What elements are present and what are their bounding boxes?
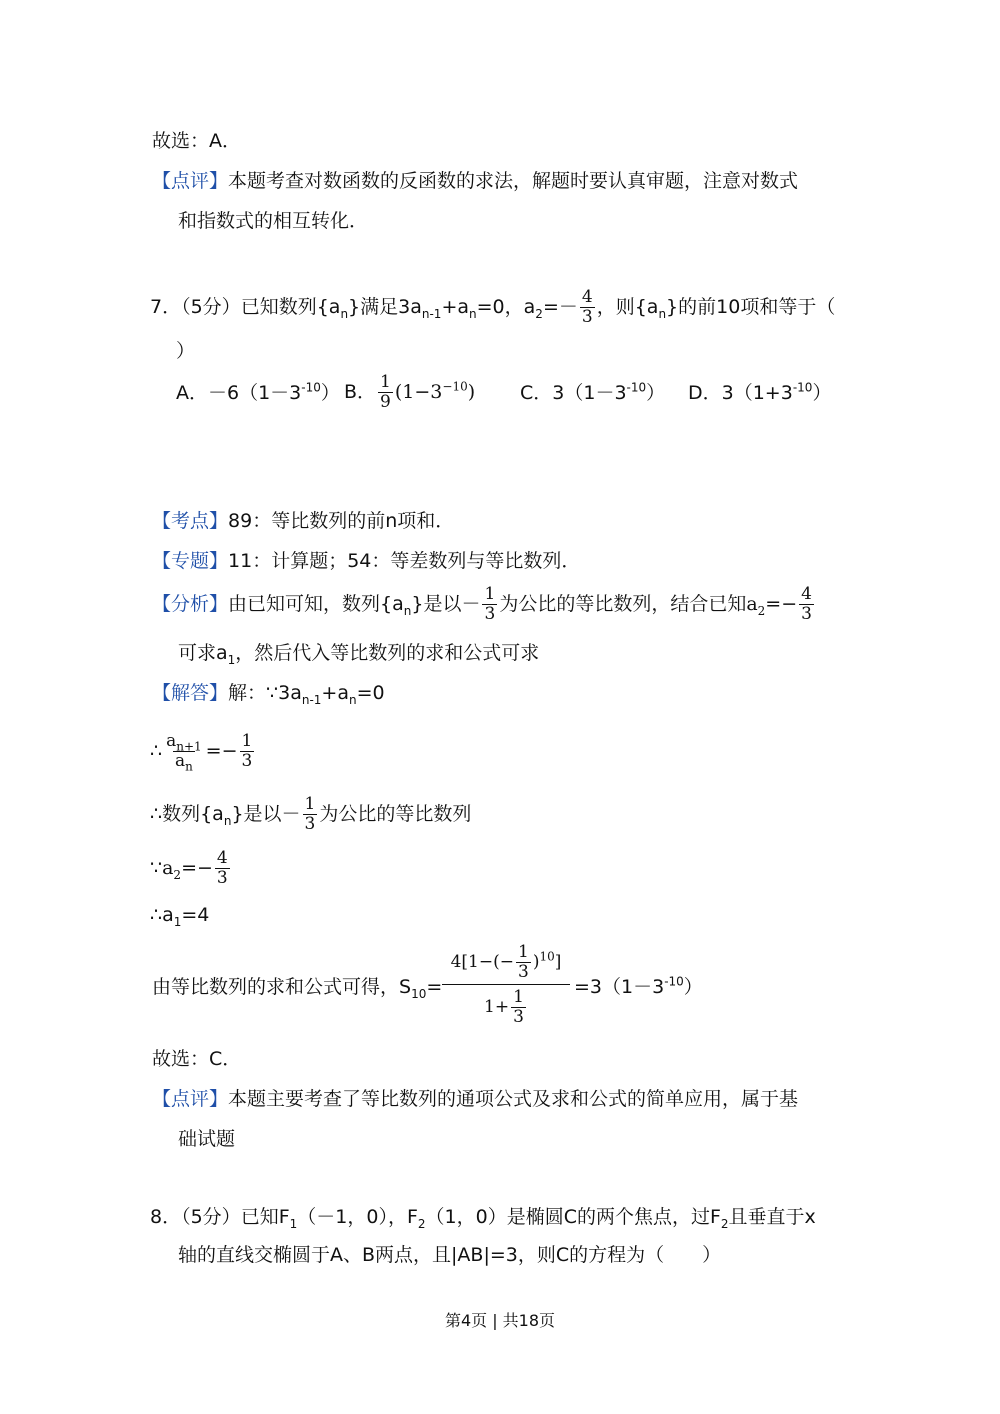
- step2-text-a: ∴数列: [150, 803, 201, 825]
- fenxi-line2-text-b: ，然后代入等比数列的求和公式可求: [235, 642, 540, 664]
- step2-text-c: 为公比的等比数列: [319, 803, 472, 825]
- option-b-close: ): [467, 381, 476, 403]
- answer: 故选：C．: [152, 1048, 242, 1070]
- fenxi-fraction-2: [799, 585, 814, 624]
- step4-text-b: =4: [181, 904, 210, 926]
- q7-stem: [150, 288, 835, 327]
- step3-fraction: [215, 849, 230, 888]
- review-tag: 【点评】: [152, 1088, 229, 1110]
- q8-score: （5分）: [181, 1206, 241, 1228]
- frac-den: 3: [241, 751, 253, 771]
- fenxi-eq: =−: [765, 593, 798, 615]
- review-line2: 础试题: [178, 1128, 236, 1150]
- prev-review-line2: 和指数式的相互转化．: [178, 210, 369, 232]
- option-a-close: ）: [320, 382, 340, 404]
- step5-result-text: =3（1－3: [574, 976, 665, 998]
- q7-text-b: 满足3a: [360, 296, 422, 318]
- big-num-c: ]: [554, 952, 562, 972]
- frac-num: 1: [241, 731, 253, 751]
- seq-an-2: [634, 296, 679, 321]
- q7-text-f: ，则: [596, 296, 635, 318]
- option-c-text: C．3（1－3: [520, 382, 627, 404]
- sub-n: n: [469, 306, 477, 321]
- big-num-fraction: [516, 943, 531, 982]
- q7-option-d: [688, 380, 831, 406]
- jieda-sub1: n-1: [301, 692, 322, 707]
- fenxi-text-c: 为公比的等比数列，结合已知: [499, 593, 747, 615]
- step1-eq: =−: [205, 740, 238, 762]
- step2-fraction: [303, 795, 318, 834]
- seq-an-4: [200, 803, 244, 828]
- step3: [150, 848, 232, 888]
- sub-2: 2: [535, 306, 543, 321]
- step5-exp: -10: [664, 974, 684, 989]
- kaodian: [152, 508, 454, 534]
- jieda-text-a: 解：∵3a: [228, 682, 302, 704]
- jieda-tag: 【解答】: [152, 682, 229, 704]
- ratio-den-a: a: [174, 751, 186, 771]
- frac-num: 4: [581, 287, 593, 307]
- q7-option-a: [176, 380, 340, 406]
- because-symbol: ∵: [150, 857, 163, 879]
- step3-a: a: [162, 857, 174, 879]
- jieda-sub2: n: [349, 692, 357, 707]
- prev-review: [152, 168, 798, 194]
- q7-stem-close: ）: [176, 340, 196, 362]
- ratio-den: [173, 751, 195, 774]
- ratio-num-a: a: [166, 731, 177, 751]
- q8-text-b: （－1，0），F: [297, 1206, 418, 1228]
- fenxi-a2-sub: 2: [757, 603, 766, 618]
- fenxi-tag: 【分析】: [152, 593, 229, 615]
- frac-num: 1: [380, 372, 391, 392]
- kaodian-tag: 【考点】: [152, 510, 229, 532]
- zhuanti-text: 11：计算题；54：等差数列与等比数列．: [228, 550, 581, 572]
- fenxi-text-a: 由已知可知，数列: [228, 593, 381, 615]
- option-d-close: ）: [812, 382, 832, 404]
- f2b-sub: 2: [720, 1216, 729, 1231]
- seq-an-sub: n: [223, 813, 232, 828]
- f1-sub: 1: [289, 1216, 298, 1231]
- big-num-b: ): [532, 952, 540, 972]
- option-d-exp: -10: [792, 380, 813, 395]
- step1: [150, 728, 256, 774]
- seq-an-text: {a: [200, 803, 224, 825]
- frac-num: 4: [801, 584, 812, 604]
- q8-text-a: 已知F: [240, 1206, 290, 1228]
- therefore-symbol: ∴: [150, 740, 163, 762]
- frac-num: 1: [484, 584, 496, 604]
- seq-close: }: [411, 593, 424, 615]
- sum-formula-fraction: [440, 942, 572, 1029]
- option-b-label: B．: [344, 381, 377, 403]
- jieda-text-b: +a: [321, 682, 349, 704]
- seq-close: }: [348, 296, 361, 318]
- step2-text-b: 是以－: [243, 803, 301, 825]
- big-den-fraction: [511, 988, 526, 1027]
- step2: [150, 794, 471, 834]
- step4-text: ∴a: [150, 904, 174, 926]
- seq-an: [316, 296, 361, 321]
- seq-an-text: {a: [634, 296, 659, 318]
- frac-num: 1: [518, 942, 529, 962]
- q7-option-c: [520, 380, 665, 406]
- seq-an-text: {a: [316, 296, 341, 318]
- sum-formula-denominator: [440, 985, 572, 1029]
- step5-sub: 10: [411, 986, 427, 1001]
- ratio-fraction: [164, 731, 204, 774]
- fenxi-a2: a: [746, 593, 758, 615]
- option-a-exp: -10: [301, 380, 321, 395]
- step5-result: [574, 974, 703, 1000]
- q7-number: 7．: [150, 296, 182, 318]
- step5-close: ）: [683, 976, 703, 998]
- sum-formula-numerator: [440, 942, 572, 984]
- ratio-num-sub: n+1: [176, 739, 202, 754]
- frac-den: 3: [513, 1007, 524, 1027]
- big-den-a: 1+: [484, 997, 510, 1017]
- frac-num: 1: [304, 794, 316, 814]
- step4: [150, 902, 209, 928]
- option-b-exp: −10: [442, 379, 468, 394]
- frac-den: 3: [304, 814, 316, 834]
- big-num-exp: 10: [539, 949, 555, 964]
- step5-text: 由等比数列的求和公式可得，S: [152, 976, 412, 998]
- step4-sub: 1: [173, 914, 182, 929]
- option-b-fraction: [378, 373, 393, 412]
- seq-an-sub: n: [403, 603, 412, 618]
- big-num-a: 4[1−(−: [450, 952, 514, 972]
- step5: [152, 974, 442, 1000]
- q8-text-c: （1，0）是椭圆C的两个焦点，过F: [425, 1206, 721, 1228]
- q7-score: （5分）: [181, 296, 241, 318]
- option-a-text: A．－6（1－3: [176, 382, 302, 404]
- jieda: [152, 680, 385, 706]
- kaodian-text: 89：等比数列的前n项和．: [228, 510, 455, 532]
- prev-answer: 故选：A．: [152, 130, 241, 152]
- fenxi: [152, 584, 816, 624]
- frac-den: 3: [581, 307, 593, 327]
- page-footer: 第4页 | 共18页: [444, 1311, 556, 1330]
- jieda-text-c: =0: [356, 682, 385, 704]
- frac-den: 9: [380, 392, 391, 412]
- zhuanti-tag: 【专题】: [152, 550, 229, 572]
- frac-num: 4: [216, 848, 228, 868]
- q7-text-e: =－: [542, 296, 578, 318]
- frac-num: 1: [513, 987, 524, 1007]
- frac-den: 3: [484, 604, 496, 624]
- option-c-close: ）: [646, 382, 666, 404]
- q7-option-b: [344, 372, 475, 412]
- step1-fraction: [240, 732, 255, 771]
- option-b-body: (1−3: [394, 381, 443, 403]
- seq-close: }: [666, 296, 679, 318]
- fraction-4-3: [580, 288, 595, 327]
- option-d-text: D．3（1+3: [688, 382, 793, 404]
- q8-stem-line2: 轴的直线交椭圆于A、B两点，且|AB|=3，则C的方程为（ ）: [178, 1244, 722, 1266]
- fenxi-text-b: 是以－: [423, 593, 481, 615]
- step3-eq: =−: [181, 857, 213, 879]
- q7-text-c: +a: [441, 296, 470, 318]
- fenxi-line2: [178, 640, 539, 666]
- zhuanti: [152, 548, 580, 574]
- fenxi-line2-sub: 1: [227, 652, 236, 667]
- fenxi-line2-text: 可求a: [178, 642, 228, 664]
- q7-text-d: =0，a: [476, 296, 536, 318]
- frac-den: 3: [801, 604, 812, 624]
- step5-eq: =: [426, 976, 443, 998]
- ratio-den-sub: n: [185, 759, 193, 774]
- frac-den: 3: [216, 868, 228, 888]
- q8-number: 8．: [150, 1206, 182, 1228]
- review-text: 本题主要考查了等比数列的通项公式及求和公式的简单应用，属于基: [228, 1088, 799, 1110]
- sub-n1: n-1: [421, 306, 442, 321]
- review-text: 本题考查对数函数的反函数的求法，解题时要认真审题，注意对数式: [228, 170, 799, 192]
- step3-sub: 2: [173, 867, 182, 882]
- frac-den: 3: [518, 962, 529, 982]
- fenxi-fraction: [482, 585, 497, 624]
- seq-an-sub: n: [340, 306, 349, 321]
- seq-close: }: [231, 803, 244, 825]
- q7-text-g: 的前10项和等于（: [678, 296, 836, 318]
- option-c-exp: -10: [626, 380, 647, 395]
- review-tag: 【点评】: [152, 170, 229, 192]
- q7-text: 已知数列: [240, 296, 317, 318]
- review: [152, 1086, 798, 1112]
- seq-an-sub: n: [658, 306, 667, 321]
- q8-text-d: 且垂直于x: [728, 1206, 816, 1228]
- ratio-num: [164, 731, 204, 754]
- seq-an-3: [380, 593, 424, 618]
- seq-an-text: {a: [380, 593, 404, 615]
- q8-stem: [150, 1204, 816, 1230]
- f2-sub: 2: [417, 1216, 426, 1231]
